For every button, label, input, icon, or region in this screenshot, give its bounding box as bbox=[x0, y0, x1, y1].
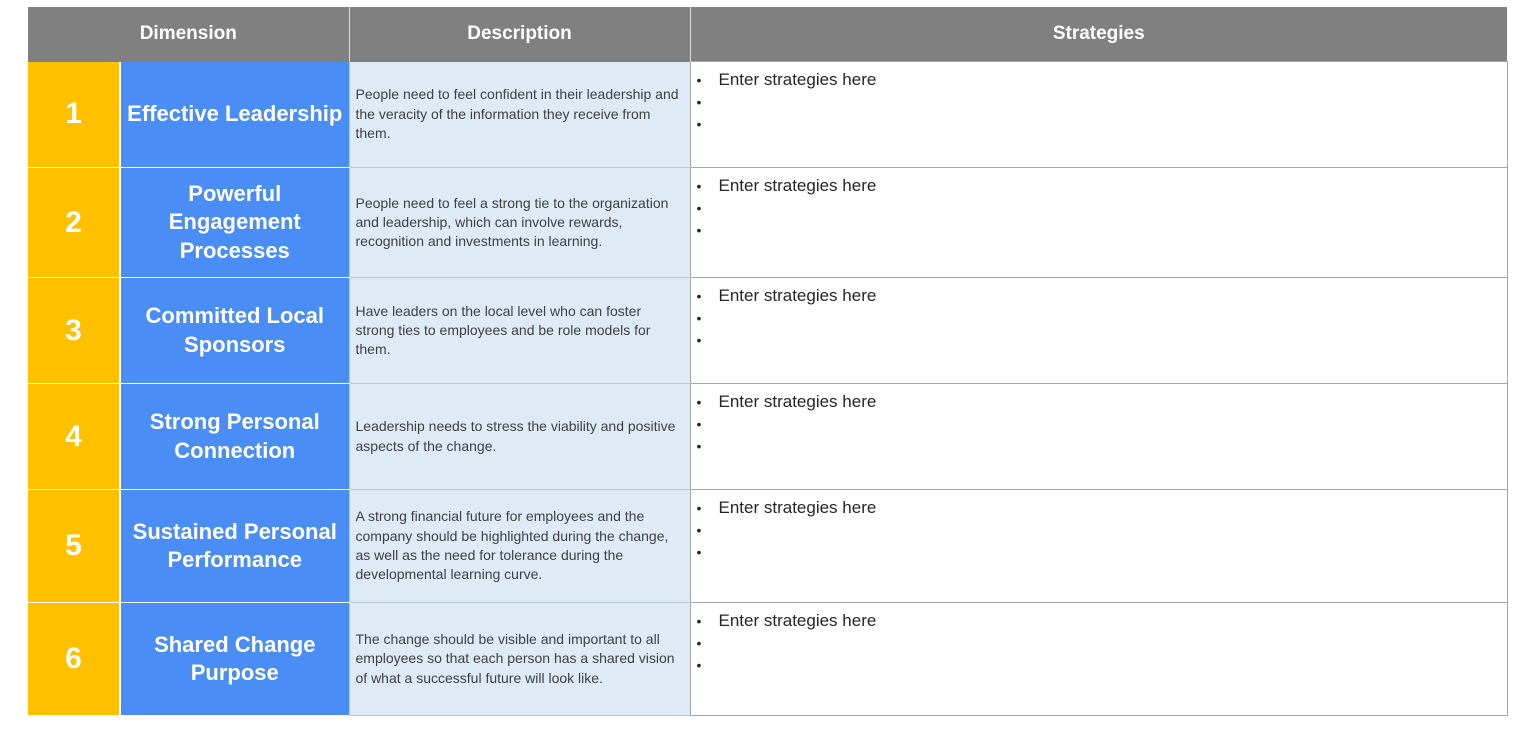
strategy-item[interactable] bbox=[697, 113, 1507, 135]
table-row bbox=[28, 62, 1507, 168]
strategy-item[interactable]: • Enter strategies here bbox=[697, 391, 1507, 413]
row-number: 4 bbox=[28, 384, 120, 490]
description-header: Description bbox=[349, 7, 690, 62]
strategy-item[interactable] bbox=[697, 329, 1507, 351]
strategies-list bbox=[691, 62, 1507, 135]
table-row bbox=[28, 490, 1507, 603]
dimension-description: People need to feel a strong tie to the organization and leadership, which can involve rewards, recognition and investments in learning. bbox=[349, 168, 690, 278]
strategy-item[interactable]: • Enter strategies here bbox=[697, 285, 1507, 307]
dimension-name: Effective Leadership bbox=[120, 62, 349, 168]
strategies-list bbox=[691, 603, 1507, 676]
strategy-item[interactable] bbox=[697, 435, 1507, 457]
strategy-table-container bbox=[28, 7, 1507, 716]
strategy-item[interactable] bbox=[697, 519, 1507, 541]
strategy-item[interactable] bbox=[697, 413, 1507, 435]
dimension-description: A strong financial future for employees and the company should be highlighted during the change, as well as the need for tolerance during the developmental learning curve. bbox=[349, 490, 690, 603]
dimension-name: Strong Personal Connection bbox=[120, 384, 349, 490]
strategies-cell[interactable] bbox=[690, 62, 1507, 168]
dimension-name: Committed Local Sponsors bbox=[120, 278, 349, 384]
dimension-description: Have leaders on the local level who can foster strong ties to employees and be role models for them. bbox=[349, 278, 690, 384]
strategies-list bbox=[691, 168, 1507, 241]
strategies-cell[interactable] bbox=[690, 490, 1507, 603]
dimension-description: Leadership needs to stress the viability and positive aspects of the change. bbox=[349, 384, 690, 490]
dimension-description: The change should be visible and important to all employees so that each person has a shared vision of what a successful future will look like. bbox=[349, 603, 690, 716]
strategy-item[interactable] bbox=[697, 219, 1507, 241]
dimension-name: Powerful Engagement Processes bbox=[120, 168, 349, 278]
strategy-item[interactable] bbox=[697, 197, 1507, 219]
dimension-name: Sustained Personal Performance bbox=[120, 490, 349, 603]
strategy-item[interactable] bbox=[697, 654, 1507, 676]
row-number: 2 bbox=[28, 168, 120, 278]
strategies-list bbox=[691, 278, 1507, 351]
strategy-item[interactable]: • Enter strategies here bbox=[697, 610, 1507, 632]
table-header-row bbox=[28, 7, 1507, 62]
strategies-cell[interactable] bbox=[690, 384, 1507, 490]
table-row bbox=[28, 384, 1507, 490]
row-number: 3 bbox=[28, 278, 120, 384]
row-number: 1 bbox=[28, 62, 120, 168]
strategy-item[interactable] bbox=[697, 541, 1507, 563]
row-number: 6 bbox=[28, 603, 120, 716]
dimension-description: People need to feel confident in their leadership and the veracity of the information they receive from them. bbox=[349, 62, 690, 168]
strategies-list bbox=[691, 490, 1507, 563]
dimension-strategy-table bbox=[28, 7, 1508, 716]
strategy-item[interactable] bbox=[697, 307, 1507, 329]
strategy-item[interactable] bbox=[697, 632, 1507, 654]
dimension-name: Shared Change Purpose bbox=[120, 603, 349, 716]
table-row bbox=[28, 168, 1507, 278]
dimension-header: Dimension bbox=[28, 7, 349, 62]
strategies-cell[interactable] bbox=[690, 168, 1507, 278]
strategies-cell[interactable] bbox=[690, 603, 1507, 716]
table-row bbox=[28, 603, 1507, 716]
strategy-item[interactable]: • Enter strategies here bbox=[697, 497, 1507, 519]
strategies-cell[interactable] bbox=[690, 278, 1507, 384]
row-number: 5 bbox=[28, 490, 120, 603]
strategies-header: Strategies bbox=[690, 7, 1507, 62]
strategy-item[interactable] bbox=[697, 91, 1507, 113]
table-row bbox=[28, 278, 1507, 384]
strategy-item[interactable]: • Enter strategies here bbox=[697, 175, 1507, 197]
strategy-item[interactable]: • Enter strategies here bbox=[697, 69, 1507, 91]
strategies-list bbox=[691, 384, 1507, 457]
